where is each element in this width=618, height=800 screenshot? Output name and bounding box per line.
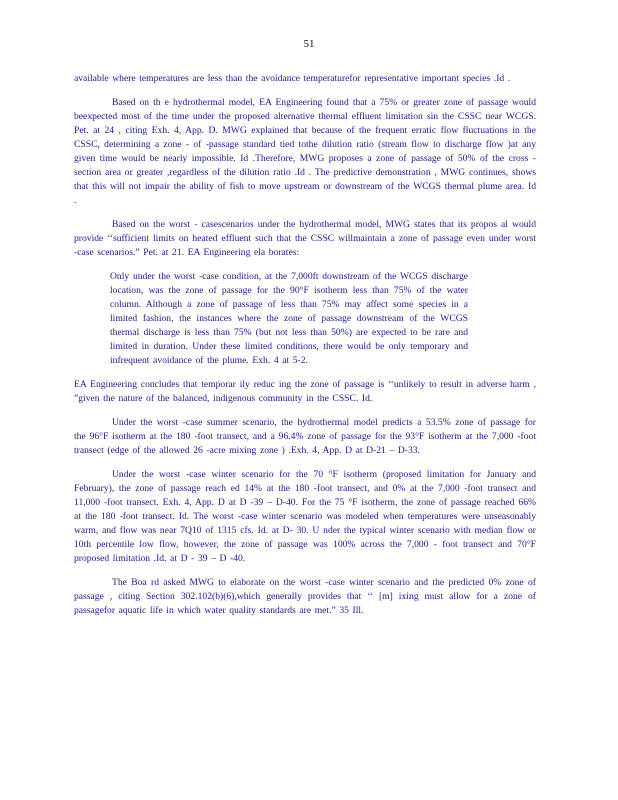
paragraph-winter-scenario: Under the worst -case winter scenario for the 70 °F isotherm (proposed limitation for January and February), the zone of passage reach ed 14% at the 180 -foot transect, and 0% at the 7,000 -foot transect and 11,000 -foot transect. Exh. 4, App. D at D -39 – D-40. For the 75 °F isotherm, the zone of passage reached 66% at the 180 -foot transect. Id. The worst -case winter scenario was modeled when temperatures were unseasonably warm, and flow was near 7Q10 of 1315 cfs. Id. at D- 30. U nder the typical winter scenario with median flow or 10th percentile low flow, however, the zone of passage was 100% across the 7,000 - foot transect and 70°F proposed limitation .Id. at D - 39 – D -40. xyxy=(74,469,536,564)
paragraph-worst-case-scenarios: Based on the worst - casescenarios under the hydrothermal model, MWG states that its propos al would provide ‘‘sufficient limits on heated effluent such that the CSSC willmaintain a zone of passage even under worst -case scenarios.” Pet. at 21. EA Engineering ela borates: xyxy=(74,219,536,258)
document-body xyxy=(74,72,536,628)
paragraph-ea-conclusion: EA Engineering concludes that temporar ily reduc ing the zone of passage is ‘‘unlikely to result in adverse harm , ”given the nature of the balanced, indigenous community in the CSSC. Id. xyxy=(74,379,536,404)
block-quote-ea-engineering: Only under the worst -case condition, at the 7,000ft downstream of the WCGS discharge location, was the zone of passage for the 90°F isotherm less than 75% of the water column. Although a zone of passage of less than 75% may affect some species in a limited fashion, the instances where the zone of passage downstream of the WCGS thermal discharge is less than 75% (but not less than 50%) are expected to be rare and limited in duration. Under these limited conditions, there would be only temporary and infrequent avoidance of the plume. Exh. 4 at 5-2. xyxy=(110,271,468,366)
paragraph-board-question: The Boa rd asked MWG to elaborate on the worst -case winter scenario and the predicted 0% zone of passage , citing Section 302.102(b)(6),which generally provides that ‘‘ [m] ixing must allow for a zone of passagefor aquatic life in which water quality standards are met.” 35 Ill. xyxy=(74,577,536,616)
paragraph-ea-engineering-findings: Based on th e hydrothermal model, EA Engineering found that a 75% or greater zone of passage would beexpected most of the time under the proposed alternative thermal effluent limitation sin the CSSC near WCGS. Pet. at 24 , citing Exh. 4, App. D. MWG explained that because of the frequent erratic flow fluctuations in the CSSC, determining a zone - of -passage standard tied tothe dilution ratio (stream flow to discharge flow )at any given time would be nearly impossible. Id .Therefore, MWG proposes a zone of passage of 50% of the cross - section area or greater ,regardless of the dilution ratio .Id . The predictive demonstration , MWG continues, shows that this will not impair the ability of fish to move upstream or downstream of the WCGS thermal plume area. Id . xyxy=(74,97,536,206)
paragraph-summer-scenario: Under the worst -case summer scenario, the hydrothermal model predicts a 53.5% zone of passage for the 96°F isotherm at the 180 -foot transect, and a 96.4% zone of passage for the 93°F isotherm at the 7,000 -foot transect (edge of the allowed 26 -acre mixing zone ) .Exh. 4, App. D at D-21 – D-33. xyxy=(74,417,536,456)
paragraph-continuation: available where temperatures are less than the avoidance temperaturefor representative important species .Id . xyxy=(74,73,511,84)
page-number: 51 xyxy=(303,38,315,50)
